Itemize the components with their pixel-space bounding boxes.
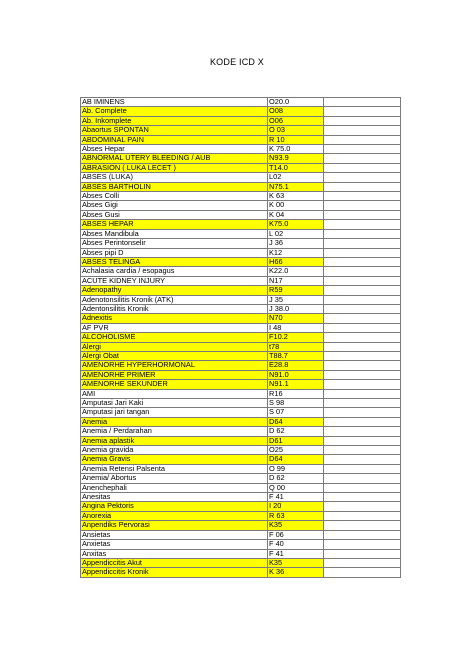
empty-cell — [324, 107, 401, 116]
icd-code-cell: I 48 — [268, 323, 324, 332]
table-row — [81, 568, 401, 577]
diagnosis-name-cell: ABSES HEPAR — [81, 220, 268, 229]
icd-code-cell: K 63 — [268, 192, 324, 201]
diagnosis-name-cell: AB IMINENS — [81, 98, 268, 107]
icd-code-cell: K12 — [268, 248, 324, 257]
diagnosis-name-cell: Adentonsilitis Kronik — [81, 304, 268, 313]
empty-cell — [324, 220, 401, 229]
diagnosis-name-cell: Abaortus SPONTAN — [81, 126, 268, 135]
diagnosis-name-cell: Alergi — [81, 342, 268, 351]
table-row — [81, 361, 401, 370]
empty-cell — [324, 192, 401, 201]
table-row — [81, 502, 401, 511]
empty-cell — [324, 502, 401, 511]
diagnosis-name-cell: ALCOHOLISME — [81, 333, 268, 342]
icd-code-cell: O20.0 — [268, 98, 324, 107]
table-row — [81, 408, 401, 417]
table-row — [81, 417, 401, 426]
icd-code-cell: D 62 — [268, 427, 324, 436]
icd-code-cell: N70 — [268, 314, 324, 323]
empty-cell — [324, 455, 401, 464]
diagnosis-name-cell: Anenchephali — [81, 483, 268, 492]
empty-cell — [324, 295, 401, 304]
table-row — [81, 540, 401, 549]
diagnosis-name-cell: Abses Hepar — [81, 145, 268, 154]
table-row — [81, 549, 401, 558]
table-row — [81, 107, 401, 116]
diagnosis-name-cell: ABNORMAL UTERY BLEEDING / AUB — [81, 154, 268, 163]
diagnosis-name-cell: Abses Colli — [81, 192, 268, 201]
empty-cell — [324, 323, 401, 332]
table-row — [81, 314, 401, 323]
icd-code-cell: R 63 — [268, 511, 324, 520]
empty-cell — [324, 370, 401, 379]
diagnosis-name-cell: ABRASION ( LUKA LECET ) — [81, 163, 268, 172]
diagnosis-name-cell: AMENORHE PRIMER — [81, 370, 268, 379]
icd-code-cell: R16 — [268, 389, 324, 398]
table-row — [81, 370, 401, 379]
empty-cell — [324, 210, 401, 219]
table-row — [81, 474, 401, 483]
empty-cell — [324, 351, 401, 360]
table-row — [81, 145, 401, 154]
empty-cell — [324, 276, 401, 285]
empty-cell — [324, 182, 401, 191]
empty-cell — [324, 154, 401, 163]
diagnosis-name-cell: Anpendiks Pervorasi — [81, 521, 268, 530]
icd-table-body — [81, 98, 401, 578]
icd-code-cell: I 20 — [268, 502, 324, 511]
table-row — [81, 333, 401, 342]
empty-cell — [324, 530, 401, 539]
table-row — [81, 389, 401, 398]
diagnosis-name-cell: Anesitas — [81, 493, 268, 502]
diagnosis-name-cell: Anemia Gravis — [81, 455, 268, 464]
diagnosis-name-cell: Abses Gusi — [81, 210, 268, 219]
diagnosis-name-cell: Adenopathy — [81, 286, 268, 295]
diagnosis-name-cell: ACUTE KIDNEY INJURY — [81, 276, 268, 285]
table-row — [81, 229, 401, 238]
empty-cell — [324, 474, 401, 483]
diagnosis-name-cell: Abses Mandibula — [81, 229, 268, 238]
table-row — [81, 154, 401, 163]
diagnosis-name-cell: Abses pipi D — [81, 248, 268, 257]
icd-code-cell: O08 — [268, 107, 324, 116]
icd-code-cell: K 36 — [268, 568, 324, 577]
diagnosis-name-cell: AMENORHE HYPERHORMONAL — [81, 361, 268, 370]
table-row — [81, 304, 401, 313]
table-row — [81, 295, 401, 304]
diagnosis-name-cell: Anorexia — [81, 511, 268, 520]
table-row — [81, 558, 401, 567]
table-row — [81, 126, 401, 135]
table-row — [81, 276, 401, 285]
table-row — [81, 464, 401, 473]
empty-cell — [324, 399, 401, 408]
empty-cell — [324, 333, 401, 342]
diagnosis-name-cell: Abses Gigi — [81, 201, 268, 210]
table-row — [81, 173, 401, 182]
empty-cell — [324, 436, 401, 445]
table-row — [81, 380, 401, 389]
empty-cell — [324, 389, 401, 398]
table-row — [81, 427, 401, 436]
empty-cell — [324, 257, 401, 266]
page-title: KODE ICD X — [209, 57, 264, 67]
table-row — [81, 267, 401, 276]
empty-cell — [324, 248, 401, 257]
table-row — [81, 351, 401, 360]
empty-cell — [324, 464, 401, 473]
diagnosis-name-cell: Adnexitis — [81, 314, 268, 323]
table-row — [81, 493, 401, 502]
diagnosis-name-cell: Anemia Retensi Palsenta — [81, 464, 268, 473]
icd-code-cell: K 75.0 — [268, 145, 324, 154]
icd-code-cell: O 03 — [268, 126, 324, 135]
diagnosis-name-cell: Adenotonsilitis Kronik (ATK) — [81, 295, 268, 304]
empty-cell — [324, 304, 401, 313]
diagnosis-name-cell: Anemia aplastik — [81, 436, 268, 445]
icd-code-cell: F 40 — [268, 540, 324, 549]
empty-cell — [324, 201, 401, 210]
diagnosis-name-cell: Angina Pektoris — [81, 502, 268, 511]
empty-cell — [324, 540, 401, 549]
table-row — [81, 182, 401, 191]
diagnosis-name-cell: Anxietas — [81, 540, 268, 549]
diagnosis-name-cell: Achalasia cardia / esopagus — [81, 267, 268, 276]
table-row — [81, 201, 401, 210]
icd-code-cell: F 41 — [268, 493, 324, 502]
icd-code-cell: K 04 — [268, 210, 324, 219]
icd-code-cell: T88.7 — [268, 351, 324, 360]
table-row — [81, 135, 401, 144]
icd-code-cell: F 06 — [268, 530, 324, 539]
diagnosis-name-cell: ABSES BARTHOLIN — [81, 182, 268, 191]
icd-code-cell: L 02 — [268, 229, 324, 238]
diagnosis-name-cell: Anemia — [81, 417, 268, 426]
table-row — [81, 436, 401, 445]
diagnosis-name-cell: ABDOMINAL PAIN — [81, 135, 268, 144]
table-row — [81, 511, 401, 520]
table-row — [81, 446, 401, 455]
icd-code-cell: D 62 — [268, 474, 324, 483]
table-row — [81, 192, 401, 201]
empty-cell — [324, 116, 401, 125]
empty-cell — [324, 380, 401, 389]
icd-code-cell: J 35 — [268, 295, 324, 304]
diagnosis-name-cell: Anemia/ Abortus — [81, 474, 268, 483]
icd-code-table — [80, 97, 401, 578]
table-row — [81, 483, 401, 492]
icd-code-cell: t78 — [268, 342, 324, 351]
icd-code-cell: J 36 — [268, 239, 324, 248]
empty-cell — [324, 549, 401, 558]
icd-code-cell: O25 — [268, 446, 324, 455]
empty-cell — [324, 558, 401, 567]
icd-code-cell: S 98 — [268, 399, 324, 408]
diagnosis-name-cell: Anemia / Perdarahan — [81, 427, 268, 436]
diagnosis-name-cell: Ab. Complete — [81, 107, 268, 116]
empty-cell — [324, 446, 401, 455]
diagnosis-name-cell: Amputasi Jari Kaki — [81, 399, 268, 408]
empty-cell — [324, 361, 401, 370]
table-row — [81, 116, 401, 125]
table-row — [81, 342, 401, 351]
table-row — [81, 257, 401, 266]
icd-code-cell: R 10 — [268, 135, 324, 144]
diagnosis-name-cell: Appendiccitis Akut — [81, 558, 268, 567]
empty-cell — [324, 427, 401, 436]
icd-code-cell: N91.1 — [268, 380, 324, 389]
empty-cell — [324, 314, 401, 323]
icd-code-cell: K22.0 — [268, 267, 324, 276]
table-row — [81, 399, 401, 408]
diagnosis-name-cell: Ab. Inkomplete — [81, 116, 268, 125]
icd-code-cell: F 41 — [268, 549, 324, 558]
diagnosis-name-cell: ABSES (LUKA) — [81, 173, 268, 182]
empty-cell — [324, 145, 401, 154]
table-row — [81, 530, 401, 539]
icd-code-cell: D64 — [268, 417, 324, 426]
diagnosis-name-cell: Anemia gravida — [81, 446, 268, 455]
empty-cell — [324, 173, 401, 182]
table-row — [81, 323, 401, 332]
empty-cell — [324, 267, 401, 276]
empty-cell — [324, 135, 401, 144]
icd-code-cell: L02 — [268, 173, 324, 182]
icd-code-cell: Q 00 — [268, 483, 324, 492]
icd-code-cell: O 99 — [268, 464, 324, 473]
empty-cell — [324, 286, 401, 295]
table-row — [81, 163, 401, 172]
empty-cell — [324, 568, 401, 577]
icd-code-cell: K35 — [268, 521, 324, 530]
icd-code-cell: E28.8 — [268, 361, 324, 370]
empty-cell — [324, 342, 401, 351]
icd-code-cell: K75.0 — [268, 220, 324, 229]
diagnosis-name-cell: Anxitas — [81, 549, 268, 558]
icd-code-cell: K 00 — [268, 201, 324, 210]
icd-code-cell: H66 — [268, 257, 324, 266]
empty-cell — [324, 239, 401, 248]
icd-code-cell: F10.2 — [268, 333, 324, 342]
icd-code-cell: D64 — [268, 455, 324, 464]
icd-code-cell: N17 — [268, 276, 324, 285]
empty-cell — [324, 511, 401, 520]
table-row — [81, 455, 401, 464]
icd-code-cell: N91.0 — [268, 370, 324, 379]
empty-cell — [324, 417, 401, 426]
diagnosis-name-cell: Ansietas — [81, 530, 268, 539]
diagnosis-name-cell: ABSES TELINGA — [81, 257, 268, 266]
diagnosis-name-cell: Alergi Obat — [81, 351, 268, 360]
table-row — [81, 210, 401, 219]
icd-code-cell: R59 — [268, 286, 324, 295]
empty-cell — [324, 408, 401, 417]
empty-cell — [324, 163, 401, 172]
diagnosis-name-cell: Amputasi jari tangan — [81, 408, 268, 417]
icd-code-cell: J 38.0 — [268, 304, 324, 313]
icd-code-cell: T14.0 — [268, 163, 324, 172]
table-row — [81, 98, 401, 107]
icd-code-cell: S 07 — [268, 408, 324, 417]
table-row — [81, 239, 401, 248]
diagnosis-name-cell: AF PVR — [81, 323, 268, 332]
table-row — [81, 286, 401, 295]
icd-code-cell: O06 — [268, 116, 324, 125]
diagnosis-name-cell: Abses Perintonselir — [81, 239, 268, 248]
empty-cell — [324, 521, 401, 530]
diagnosis-name-cell: AMI — [81, 389, 268, 398]
icd-code-cell: N75.1 — [268, 182, 324, 191]
diagnosis-name-cell: Appendiccitis Kronik — [81, 568, 268, 577]
diagnosis-name-cell: AMENORHE SEKUNDER — [81, 380, 268, 389]
table-row — [81, 248, 401, 257]
table-row — [81, 521, 401, 530]
empty-cell — [324, 126, 401, 135]
empty-cell — [324, 483, 401, 492]
empty-cell — [324, 98, 401, 107]
empty-cell — [324, 229, 401, 238]
empty-cell — [324, 493, 401, 502]
icd-code-cell: N93.9 — [268, 154, 324, 163]
icd-code-cell: K35 — [268, 558, 324, 567]
icd-code-cell: D61 — [268, 436, 324, 445]
table-row — [81, 220, 401, 229]
